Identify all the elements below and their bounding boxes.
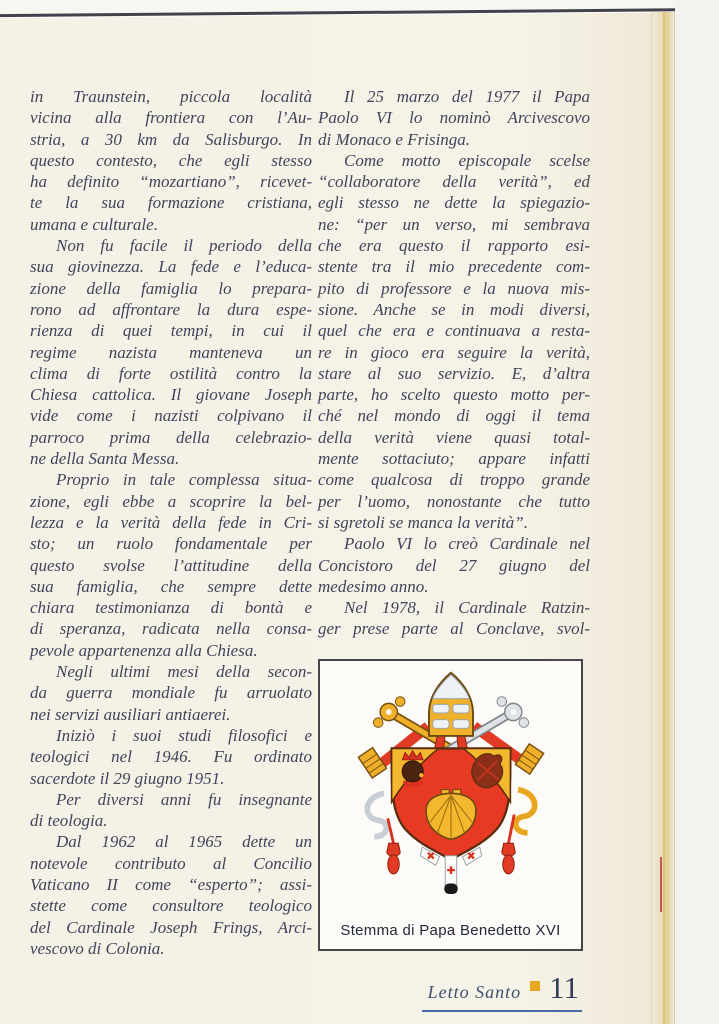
text-line: te la sua formazione cristiana, <box>30 193 312 213</box>
text-line: rono ad affrontare la dura espe- <box>30 299 312 319</box>
text-line: da guerra mondiale fu arruolato <box>30 683 312 703</box>
text-line: questo svolse l’attitudine della <box>30 555 312 575</box>
paragraph <box>30 725 312 789</box>
text-line: ne: “per un verso, mi sembrava <box>318 214 590 234</box>
paragraph <box>318 86 590 150</box>
paragraph <box>30 469 312 661</box>
text-line: Vaticano II come “esperto”; assi- <box>30 874 312 894</box>
text-line: teologici nel 1946. Fu ordinato <box>30 747 312 767</box>
text-line: rienza di quei tempi, in cui il <box>30 321 312 341</box>
text-line: che era questo il rapporto esi- <box>318 236 590 256</box>
text-line: regime nazista manteneva un <box>30 342 312 362</box>
text-line: Paolo VI lo creò Cardinale nel <box>344 534 590 554</box>
text-line: sua famiglia, che sempre dette <box>30 576 312 596</box>
text-line: sacerdote il 29 giugno 1951. <box>30 768 225 788</box>
text-line: in Traunstein, piccola località <box>30 87 312 106</box>
text-line: sione. Anche se in modi diversi, <box>318 299 590 319</box>
text-line: Non fu facile il periodo della <box>56 236 312 256</box>
text-line: stette come consultore teologico <box>30 896 312 916</box>
text-line: medesimo anno. <box>318 576 429 596</box>
text-line: vescovo di Colonia. <box>30 938 165 958</box>
text-line: Come motto episcopale scelse <box>344 150 590 170</box>
text-line: zione della famiglia lo prepara- <box>30 278 312 298</box>
paragraph <box>30 831 312 959</box>
page-number: 11 <box>549 970 579 1005</box>
paragraph <box>30 789 312 832</box>
text-line: sua giovinezza. La fede e l’educa- <box>30 257 312 277</box>
paragraph <box>30 86 312 235</box>
paragraph <box>30 235 312 469</box>
text-line: per l’uomo, nonostante che tutto <box>318 491 590 511</box>
text-line: pevole appartenenza alla Chiesa. <box>30 640 258 660</box>
text-line: ché nel mondo di oggi il tema <box>318 406 590 426</box>
text-line: Per diversi anni fu insegnante <box>56 789 312 809</box>
text-line: stare al suo servizio. E, d’altra <box>318 363 590 383</box>
text-line: parte, ho scelto questo motto per- <box>318 385 590 405</box>
gilt-edge-line <box>663 12 665 1024</box>
text-line: Nel 1978, il Cardinale Ratzin- <box>344 598 590 618</box>
text-line: della verità viene quasi total- <box>318 427 590 447</box>
text-line: parroco prima della celebrazio- <box>30 427 312 447</box>
text-line: stente tra il mio precedente com- <box>318 257 590 277</box>
footer-square-icon <box>530 981 540 991</box>
text-line: ne della Santa Messa. <box>30 449 180 469</box>
text-column-left <box>30 86 312 959</box>
page-footer <box>422 972 582 1012</box>
text-line: lezza e la verità della fede in Cri- <box>30 512 312 532</box>
text-line: Proprio in tale complessa situa- <box>56 470 312 490</box>
text-line: clima di forte ostilità contro la <box>30 363 312 383</box>
text-line: nei servizi ausiliari antiaerei. <box>30 704 231 724</box>
figure-box <box>318 659 583 951</box>
text-line: Paolo VI lo nominò Arcivescovo <box>318 108 590 128</box>
paragraph <box>30 661 312 725</box>
text-line: chiara testimonianza di bontà e <box>30 598 312 618</box>
text-line: stria, a 30 km da Salisburgo. In <box>30 129 312 149</box>
page-edge-red-mark <box>660 857 662 912</box>
paragraph <box>318 533 590 597</box>
text-line: Concistoro del 27 giugno del <box>318 555 590 575</box>
text-line: zione, egli ebbe a scoprire la bel- <box>30 491 312 511</box>
text-line: di speranza, radicata nella consa- <box>30 619 312 639</box>
text-line: del Cardinale Joseph Frings, Arci- <box>30 917 312 937</box>
paragraph <box>318 150 590 533</box>
text-line: vide come i nazisti colpivano il <box>30 406 312 426</box>
paragraph <box>318 597 590 640</box>
book-page-edge <box>651 12 675 1024</box>
scan-background-right <box>675 0 719 1024</box>
text-column-right <box>318 86 590 640</box>
text-line: si sgretoli se manca la verità”. <box>318 512 528 532</box>
text-line: di Monaco e Frisinga. <box>318 129 471 149</box>
text-line: Il 25 marzo del 1977 il Papa <box>344 87 590 106</box>
figure-caption: Stemma di Papa Benedetto XVI <box>340 922 561 939</box>
text-line: “collaboratore della verità”, ed <box>318 172 590 192</box>
text-line: vicina alla frontiera con l’Au- <box>30 108 312 128</box>
text-line: di teologia. <box>30 811 108 831</box>
publication-title: Letto Santo <box>427 982 522 1002</box>
text-line: ger prese parte al Conclave, svol- <box>318 619 590 639</box>
text-line: egli stesso ne dette la spiegazio- <box>318 193 590 213</box>
text-line: sto; un ruolo fondamentale per <box>30 534 312 554</box>
text-line: come qualcosa di troppo grande <box>318 470 590 490</box>
text-line: Iniziò i suoi studi filosofici e <box>56 725 312 745</box>
text-line: notevole contributo al Concilio <box>30 853 312 873</box>
text-line: questo contesto, che egli stesso <box>30 150 312 170</box>
papal-coat-of-arms-icon <box>345 667 557 895</box>
text-line: re in gioco era seguire la verità, <box>318 342 590 362</box>
text-line: Chiesa cattolica. Il giovane Joseph <box>30 385 312 405</box>
text-line: mente sottaciuto; appare infatti <box>318 449 590 469</box>
text-line: Negli ultimi mesi della secon- <box>56 662 312 682</box>
text-line: umana e culturale. <box>30 214 158 234</box>
text-line: quel che era e continuava a resta- <box>318 321 590 341</box>
text-line: Dal 1962 al 1965 dette un <box>56 832 312 852</box>
text-line: ha definito “mozartiano”, ricevet- <box>30 172 312 192</box>
text-line: pito di professore e la nuova mis- <box>318 278 590 298</box>
